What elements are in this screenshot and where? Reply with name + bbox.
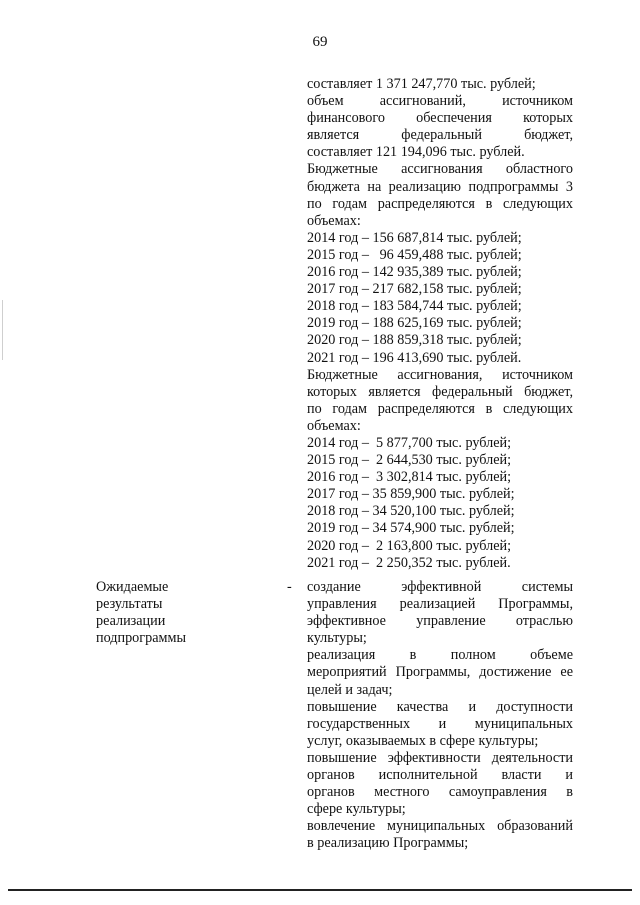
funding-line: которых является федеральный бюджет, xyxy=(307,383,573,400)
label-line: Ожидаемые xyxy=(96,579,169,595)
funding-line: 2015 год – 96 459,488 тыс. рублей; xyxy=(307,246,522,263)
funding-line: является федеральный бюджет, xyxy=(307,127,573,144)
results-line: реализация в полном объеме xyxy=(307,647,573,664)
funding-line: 2016 год – 3 302,814 тыс. рублей; xyxy=(307,469,512,486)
results-line: мероприятий Программы, достижение ее xyxy=(307,664,573,681)
results-line: культуры; xyxy=(307,630,367,647)
results-line: целей и задач; xyxy=(307,681,393,698)
page-number: 69 xyxy=(312,34,328,50)
funding-line: 2021 год – 2 250,352 тыс. рублей. xyxy=(307,554,511,571)
funding-line: 2014 год – 156 687,814 тыс. рублей; xyxy=(307,229,522,246)
funding-line: 2019 год – 188 625,169 тыс. рублей; xyxy=(307,315,522,332)
funding-line: составляет 1 371 247,770 тыс. рублей; xyxy=(307,76,536,92)
results-line: повышение качества и доступности xyxy=(307,698,573,715)
label-line: реализации xyxy=(96,613,166,630)
results-line: услуг, оказываемых в сфере культуры; xyxy=(307,732,539,749)
funding-line: 2015 год – 2 644,530 тыс. рублей; xyxy=(307,452,512,469)
funding-line: объемах: xyxy=(307,212,361,229)
funding-line: 2020 год – 188 859,318 тыс. рублей; xyxy=(307,332,522,349)
expected-results-label xyxy=(96,579,246,647)
funding-line: объемах: xyxy=(307,417,361,434)
bottom-rule xyxy=(8,889,632,891)
label-line: результаты xyxy=(96,596,163,613)
scan-margin-mark xyxy=(2,300,3,360)
results-line: вовлечение муниципальных образований xyxy=(307,818,573,835)
funding-line: 2014 год – 5 877,700 тыс. рублей; xyxy=(307,434,512,451)
funding-line: Бюджетные ассигнования, источником xyxy=(307,366,573,383)
funding-line: 2019 год – 34 574,900 тыс. рублей; xyxy=(307,520,515,537)
expected-results-text-block xyxy=(307,579,573,853)
results-line: государственных и муниципальных xyxy=(307,715,573,732)
funding-line: 2020 год – 2 163,800 тыс. рублей; xyxy=(307,537,512,554)
results-dash: - xyxy=(287,579,292,595)
results-line: органов исполнительной власти и xyxy=(307,767,573,784)
funding-line: 2021 год – 196 413,690 тыс. рублей. xyxy=(307,349,522,366)
results-line: повышение эффективности деятельности xyxy=(307,749,573,766)
funding-line: по годам распределяются в следующих xyxy=(307,195,573,212)
results-line: сфере культуры; xyxy=(307,801,406,818)
results-line: в реализацию Программы; xyxy=(307,835,469,852)
results-line: эффективное управление отраслью xyxy=(307,613,573,630)
funding-line: Бюджетные ассигнования областного xyxy=(307,161,573,178)
funding-line: 2018 год – 183 584,744 тыс. рублей; xyxy=(307,298,522,315)
funding-line: бюджета на реализацию подпрограммы 3 xyxy=(307,178,573,195)
funding-line: 2017 год – 217 682,158 тыс. рублей; xyxy=(307,281,522,298)
funding-text-block xyxy=(307,76,573,572)
funding-line: 2016 год – 142 935,389 тыс. рублей; xyxy=(307,264,522,281)
funding-line: составляет 121 194,096 тыс. рублей. xyxy=(307,144,525,161)
results-line: создание эффективной системы xyxy=(307,579,573,595)
funding-line: 2018 год – 34 520,100 тыс. рублей; xyxy=(307,503,515,520)
funding-line: 2017 год – 35 859,900 тыс. рублей; xyxy=(307,486,515,503)
results-line: органов местного самоуправления в xyxy=(307,784,573,801)
label-line: подпрограммы xyxy=(96,630,186,647)
funding-line: объем ассигнований, источником xyxy=(307,93,573,110)
results-line: управления реализацией Программы, xyxy=(307,596,573,613)
funding-line: по годам распределяются в следующих xyxy=(307,400,573,417)
funding-line: финансового обеспечения которых xyxy=(307,110,573,127)
